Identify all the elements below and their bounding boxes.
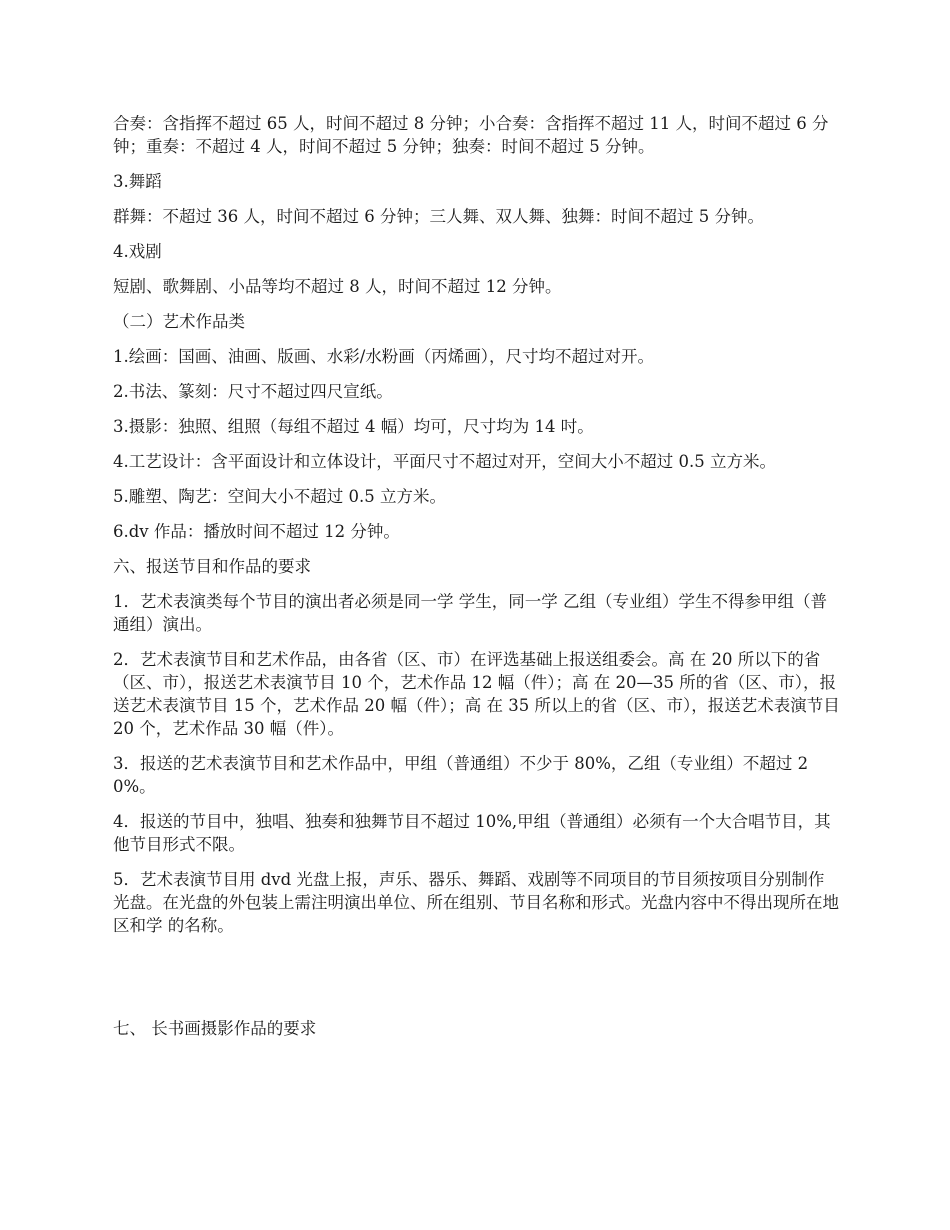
paragraph-requirement-3: 3．报送的艺术表演节目和艺术作品中，甲组（普通组）不少于 80%，乙组（专业组）不超过 20%。 (113, 754, 809, 796)
blank-space (113, 949, 840, 1017)
paragraph-dv-works: 6.dv 作品：播放时间不超过 12 分钟。 (113, 522, 400, 541)
paragraph-requirement-2: 2．艺术表演节目和艺术作品，由各省（区、市）在评选基础上报送组委会。高 在 20 所以下的省（区、市），报送艺术表演节目 10 个，艺术作品 12 幅（件）；高 在 20—35 所的省（区、市），报送艺术表演节目 15 个，艺术作品 20 幅（件）；高 在 35 所以上的省（区、市），报送艺术表演节目 20 个，艺术作品 30 幅（件）。 (113, 650, 840, 738)
heading-artwork-category: （二）艺术作品类 (113, 312, 245, 331)
paragraph-requirement-4: 4．报送的节目中，独唱、独奏和独舞节目不超过 10%,甲组（普通组）必须有一个大合唱节目，其他节目形式不限。 (113, 812, 831, 854)
heading-calligraphy-photo-requirements: 七、 长书画摄影作品的要求 (113, 1019, 317, 1038)
paragraph-painting: 1.绘画：国画、油画、版画、水彩/水粉画（丙烯画），尺寸均不超过对开。 (113, 347, 655, 366)
paragraph-requirement-5: 5．艺术表演节目用 dvd 光盘上报，声乐、器乐、舞蹈、戏剧等不同项目的节目须按项目分别制作光盘。在光盘的外包装上需注明演出单位、所在组别、节目名称和形式。光盘内容中不得出现所在地区和学 的名称。 (113, 870, 839, 935)
paragraph-drama-rules: 短剧、歌舞剧、小品等均不超过 8 人，时间不超过 12 分钟。 (113, 277, 562, 296)
paragraph-requirement-1: 1．艺术表演类每个节目的演出者必须是同一学 学生，同一学 乙组（专业组）学生不得参甲组（普通组）演出。 (113, 592, 827, 634)
paragraph-photography: 3.摄影：独照、组照（每组不超过 4 幅）均可，尺寸均为 14 吋。 (113, 417, 594, 436)
heading-dance: 3.舞蹈 (113, 172, 162, 191)
paragraph-ensemble-rules: 合奏：含指挥不超过 65 人，时间不超过 8 分钟；小合奏：含指挥不超过 11 人，时间不超过 6 分钟；重奏：不超过 4 人，时间不超过 5 分钟；独奏：时间不超过 5 分钟。 (113, 114, 829, 156)
heading-drama: 4.戏剧 (113, 242, 162, 261)
paragraph-dance-rules: 群舞：不超过 36 人，时间不超过 6 分钟；三人舞、双人舞、独舞：时间不超过 5 分钟。 (113, 207, 764, 226)
paragraph-calligraphy: 2.书法、篆刻：尺寸不超过四尺宣纸。 (113, 382, 393, 401)
paragraph-craft-design: 4.工艺设计：含平面设计和立体设计，平面尺寸不超过对开，空间大小不超过 0.5 立方米。 (113, 452, 776, 471)
paragraph-sculpture: 5.雕塑、陶艺：空间大小不超过 0.5 立方米。 (113, 487, 446, 506)
heading-submission-requirements: 六、报送节目和作品的要求 (113, 557, 311, 576)
